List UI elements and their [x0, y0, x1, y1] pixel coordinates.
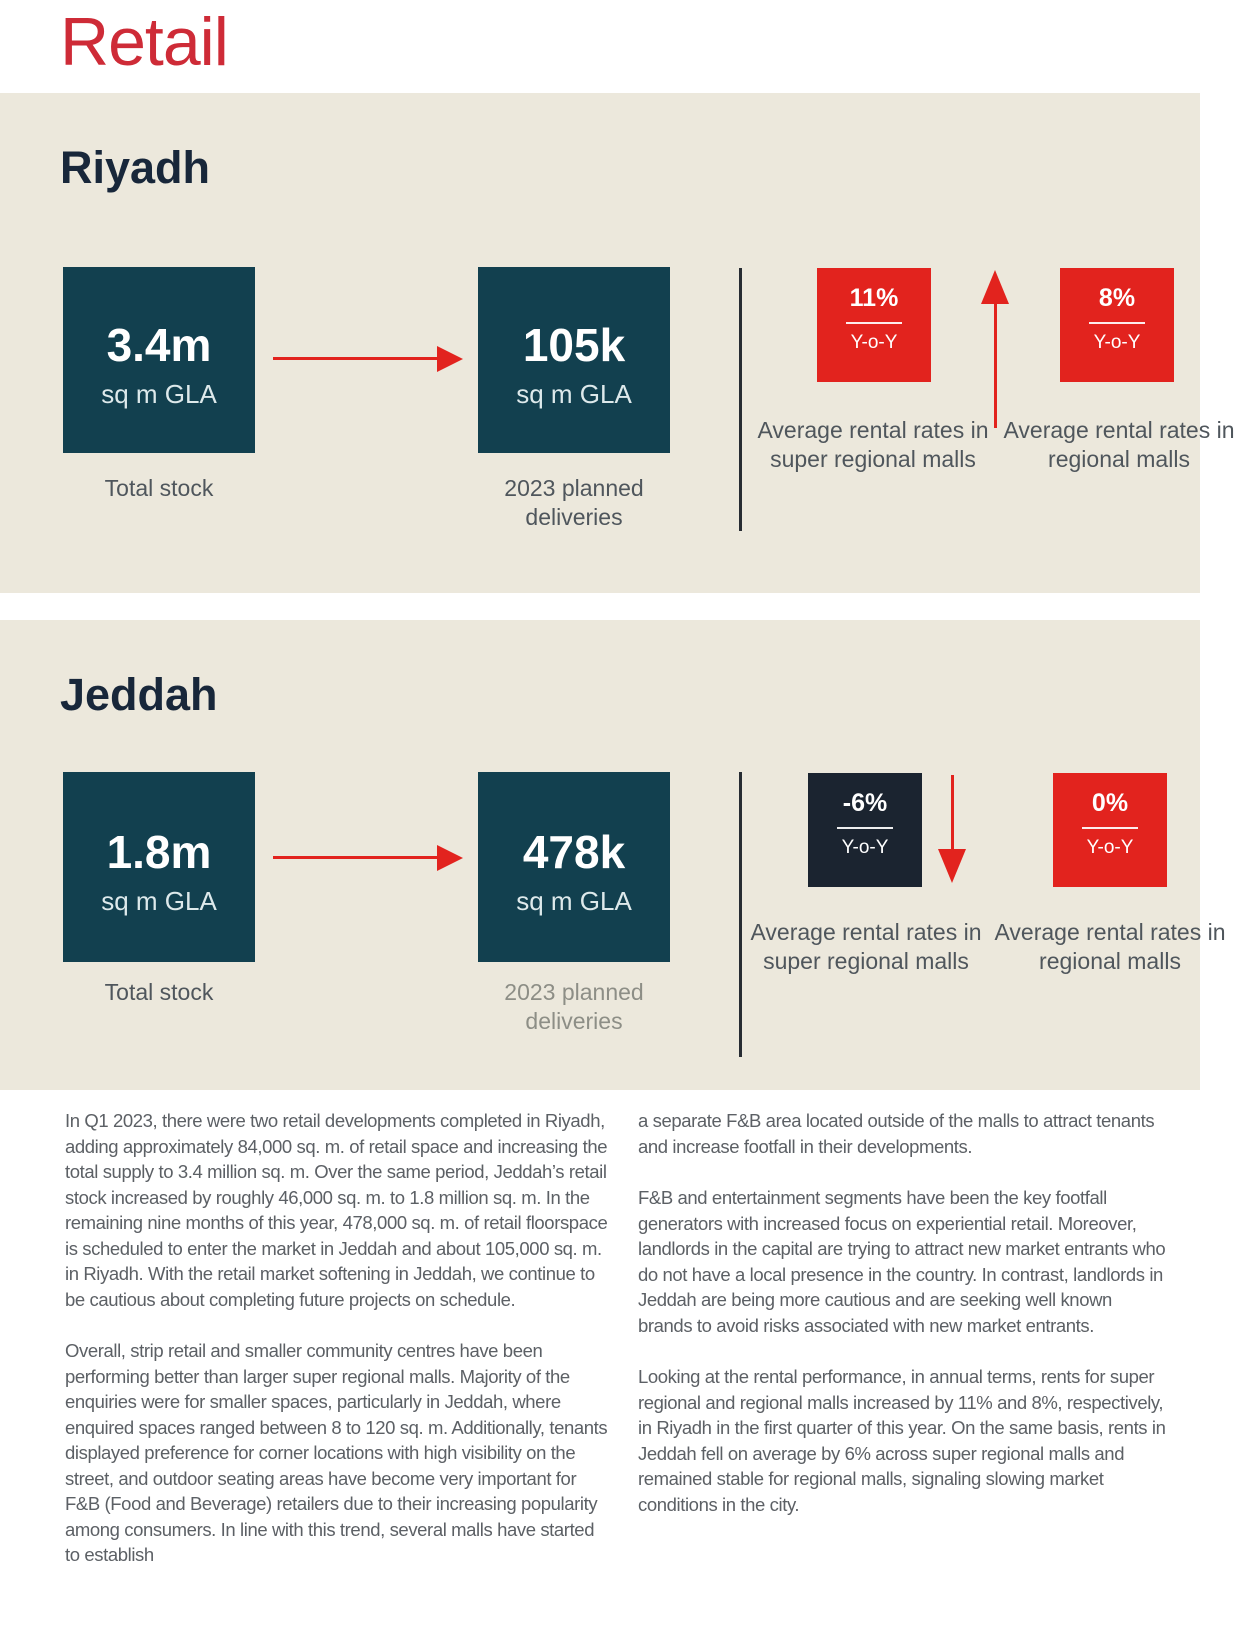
planned-deliveries-label: 2023 planned deliveries: [504, 979, 644, 1034]
rental-yoy-box-regional: [1060, 268, 1174, 382]
rental-label-regional: Average rental rates in regional malls: [994, 919, 1226, 974]
rental-yoy-period: Y-o-Y: [850, 331, 898, 353]
paragraph: Looking at the rental performance, in annual terms, rents for super regional and regional malls increased by 11% and 8%, respectively, in Riyadh in the first quarter of this year. On the same basis, rents in Jeddah fell on average by 6% across super regional malls and remained stable for regional malls, signaling slowing market conditions in the city.: [638, 1366, 1166, 1515]
rental-yoy-period: Y-o-Y: [1086, 836, 1134, 858]
planned-deliveries-unit: sq m GLA: [516, 379, 632, 410]
paragraph: In Q1 2023, there were two retail developments completed in Riyadh, adding approximately 84,000 sq. m. of retail space and increasing the total supply to 3.4 million sq. m. Over the same period, Jeddah’s retail stock increased by roughly 46,000 sq. m. to 1.8 million sq. m. In the remaining nine months of this year, 478,000 sq. m. of retail floorspace is scheduled to enter the market in Jeddah and about 105,000 sq. m. in Riyadh. With the retail market softening in Jeddah, we continue to be cautious about completing future projects on schedule.: [65, 1110, 608, 1310]
rental-yoy-period: Y-o-Y: [1093, 331, 1141, 353]
yoy-divider: [846, 322, 902, 324]
flow-arrow-icon: [273, 357, 437, 360]
total-stock-box: [63, 772, 255, 962]
trend-down-arrow-icon: [951, 775, 954, 855]
trend-up-arrow-icon: [994, 298, 997, 428]
rental-yoy-box-super-regional: [817, 268, 931, 382]
divider-line: [739, 772, 742, 1057]
planned-deliveries-value: 105k: [522, 318, 626, 371]
planned-deliveries-label: 2023 planned deliveries: [504, 475, 644, 530]
rental-yoy-period: Y-o-Y: [841, 836, 889, 858]
total-stock-label: Total stock: [104, 475, 214, 501]
rental-yoy-value: 8%: [1098, 284, 1136, 312]
planned-deliveries-box: [478, 772, 670, 962]
rental-label-super-regional: Average rental rates in super regional malls: [757, 417, 989, 472]
city-heading-jeddah: Jeddah: [60, 669, 218, 720]
paragraph: F&B and entertainment segments have been the key footfall generators with increased focus on experiential retail. Moreover, landlords in the capital are trying to attract new market entrants who do not have a local presence in the country. In contrast, landlords in Jeddah are being more cautious and are seeking well known brands to avoid risks associated with new market entrants.: [638, 1187, 1166, 1336]
total-stock-box: [63, 267, 255, 453]
rental-yoy-value: 11%: [849, 284, 899, 312]
total-stock-value: 1.8m: [106, 825, 212, 878]
divider-line: [739, 268, 742, 531]
left-column: [65, 1108, 613, 1594]
rental-yoy-value: -6%: [842, 789, 888, 817]
paragraph: a separate F&B area located outside of the malls to attract tenants and increase footfall in their developments.: [638, 1110, 1155, 1157]
right-column: [638, 1108, 1170, 1543]
rental-label-super-regional: Average rental rates in super regional malls: [750, 919, 982, 974]
total-stock-unit: sq m GLA: [101, 886, 217, 917]
total-stock-label: Total stock: [104, 979, 214, 1005]
flow-arrow-icon: [273, 856, 437, 859]
paragraph: Overall, strip retail and smaller community centres have been performing better than larger super regional malls. Majority of the enquiries were for smaller spaces, particularly in Jeddah, where enquired spaces ranged between 8 to 120 sq. m. Additionally, tenants displayed preference for corner locations with high visibility on the street, and outdoor seating areas have become very important for F&B (Food and Beverage) retailers due to their increasing popularity among consumers. In line with this trend, several malls have started to establish: [65, 1340, 608, 1565]
city-heading-riyadh: Riyadh: [60, 142, 211, 193]
yoy-divider: [1089, 322, 1145, 324]
rental-yoy-value: 0%: [1091, 789, 1129, 817]
rental-label-regional: Average rental rates in regional malls: [1003, 417, 1235, 472]
rental-yoy-box-super-regional: [808, 773, 922, 887]
total-stock-value: 3.4m: [106, 318, 212, 371]
rental-yoy-box-regional: [1053, 773, 1167, 887]
yoy-divider: [1082, 827, 1138, 829]
page-title: Retail: [60, 4, 228, 80]
yoy-divider: [837, 827, 893, 829]
section-jeddah: [0, 620, 1226, 1090]
section-riyadh: [0, 93, 1235, 593]
planned-deliveries-box: [478, 267, 670, 453]
planned-deliveries-unit: sq m GLA: [516, 886, 632, 917]
total-stock-unit: sq m GLA: [101, 379, 217, 410]
planned-deliveries-value: 478k: [522, 825, 626, 878]
